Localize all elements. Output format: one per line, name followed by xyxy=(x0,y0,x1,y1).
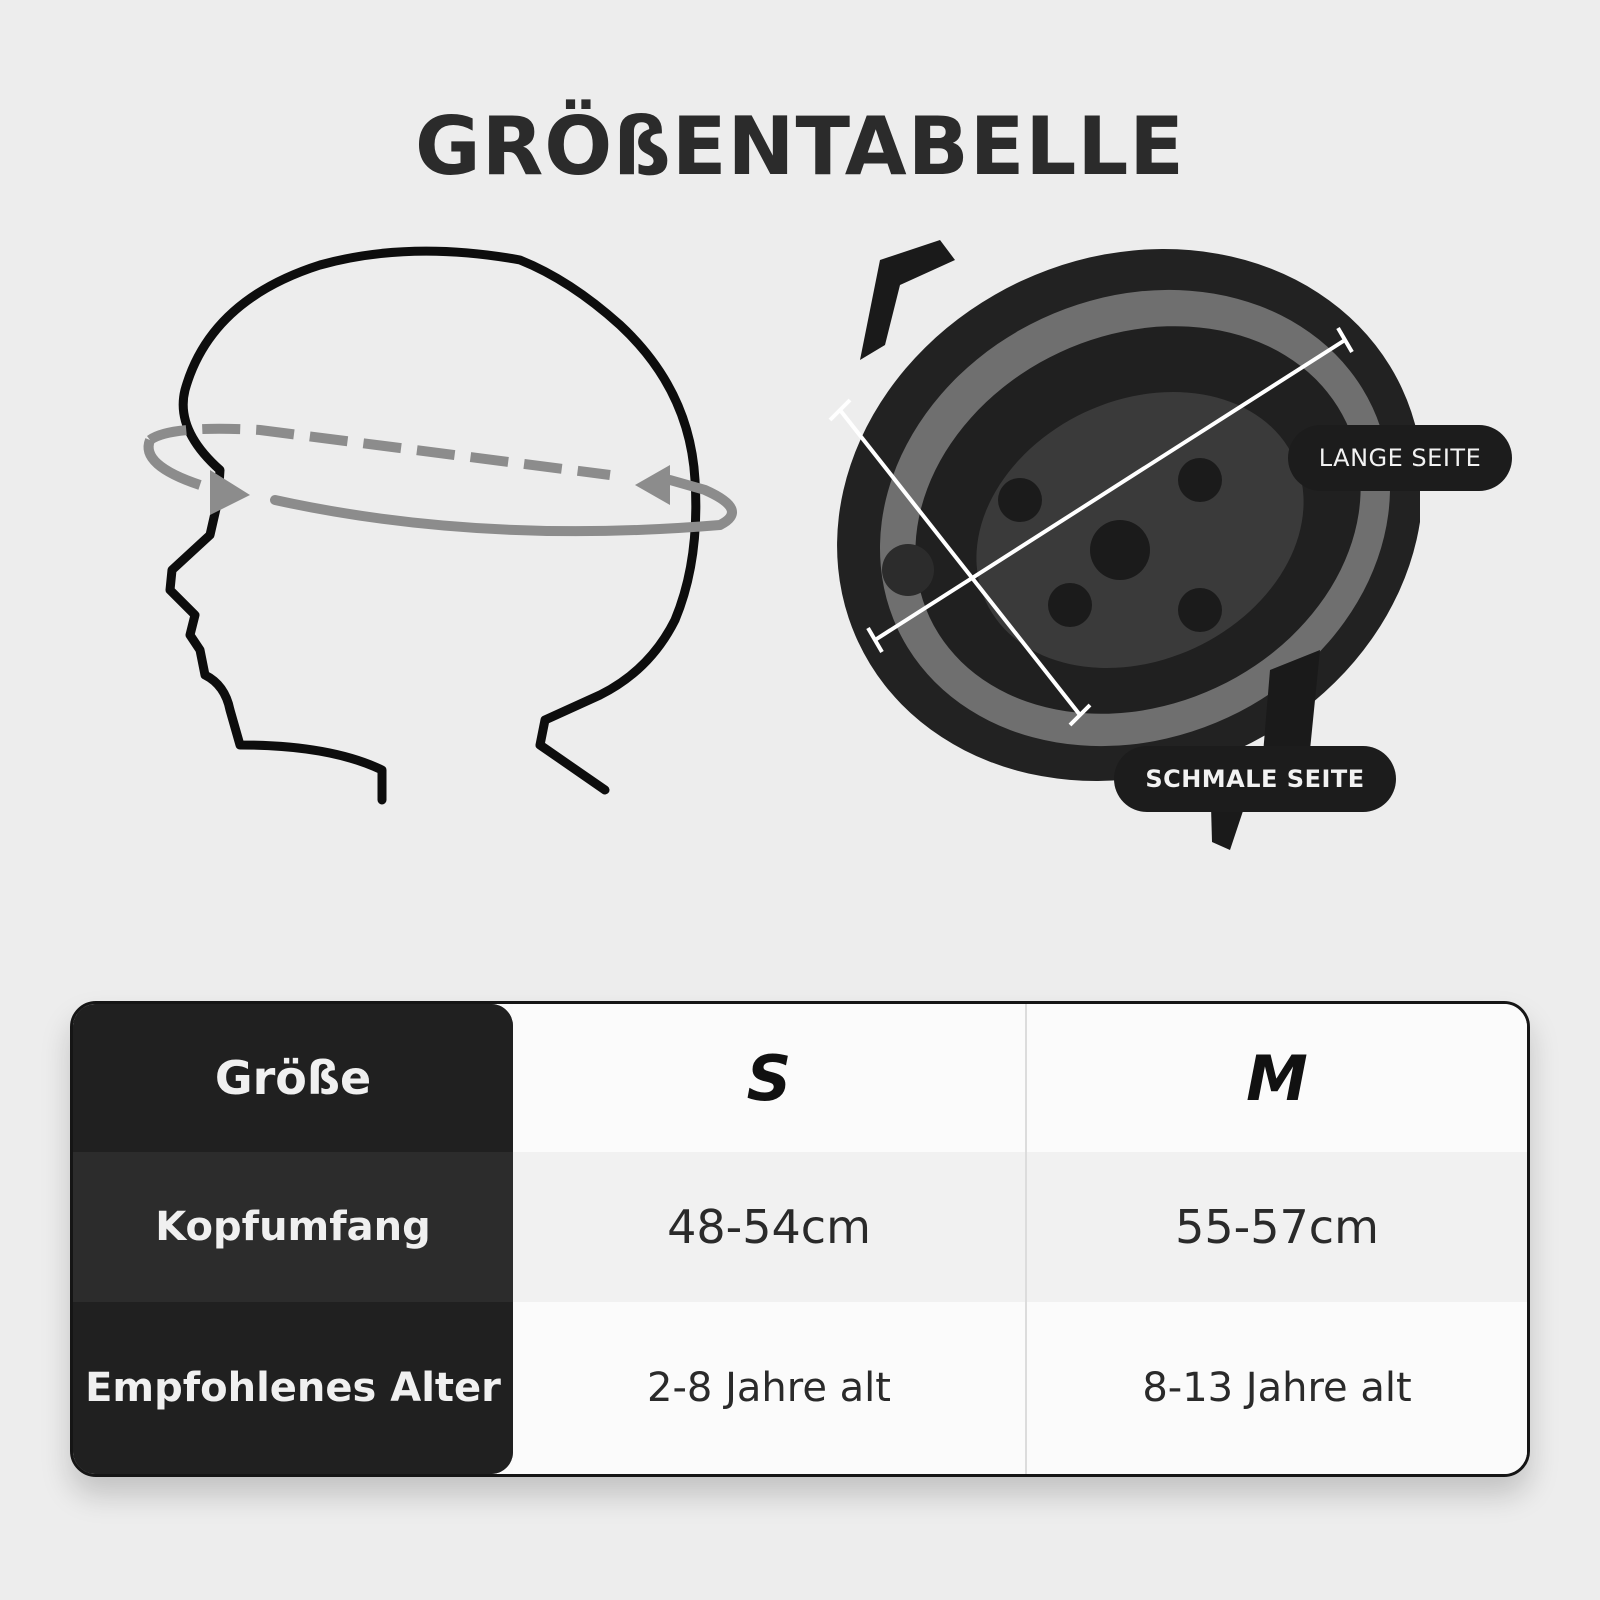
circumference-s: 48-54cm xyxy=(667,1200,871,1254)
long-side-label: LANGE SEITE xyxy=(1288,425,1512,491)
page-title: GRÖßENTABELLE xyxy=(415,100,1185,193)
row-header-column xyxy=(73,1004,513,1474)
age-s: 2-8 Jahre alt xyxy=(647,1365,891,1411)
size-table xyxy=(70,1001,1530,1477)
row-header-circumference: Kopfumfang xyxy=(73,1152,513,1302)
row-header-size: Größe xyxy=(73,1004,513,1152)
row-header-age: Empfohlenes Alter xyxy=(73,1302,513,1474)
size-m: M xyxy=(1246,1041,1308,1115)
size-s: S xyxy=(746,1041,792,1115)
head-outline-icon xyxy=(130,240,770,830)
narrow-side-label: SCHMALE SEITE xyxy=(1114,746,1396,812)
age-m: 8-13 Jahre alt xyxy=(1142,1365,1412,1411)
circumference-m: 55-57cm xyxy=(1175,1200,1379,1254)
